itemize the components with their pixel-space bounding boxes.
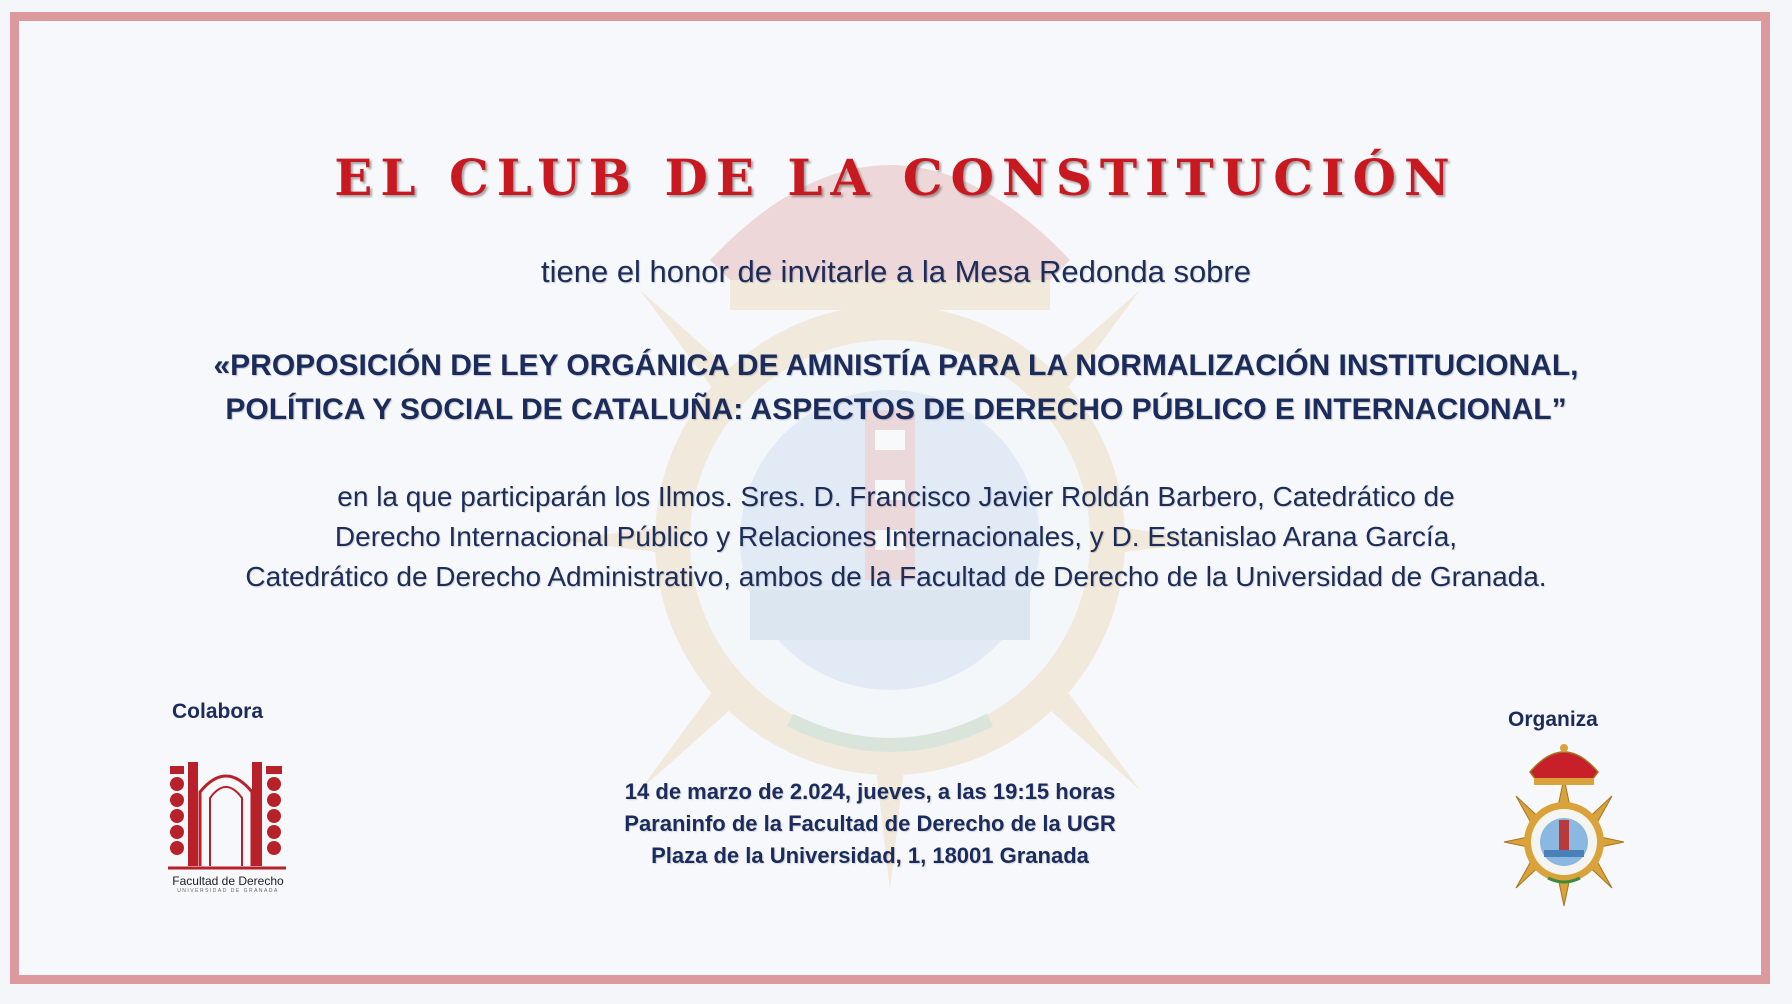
club-title: EL CLUB DE LA CONSTITUCIÓN	[334, 148, 1458, 207]
university-name: UNIVERSIDAD DE GRANADA	[177, 888, 279, 894]
event-address: Plaza de la Universidad, 1, 18001 Granada	[651, 843, 1089, 868]
facultad-derecho-caption	[166, 875, 290, 894]
event-venue: Paraninfo de la Facultad de Derecho de la UGR	[624, 811, 1116, 836]
event-details	[470, 776, 1270, 872]
participants-line: Derecho Internacional Público y Relaciones Internacionales, y D. Estanislao Arana García,	[334, 521, 1458, 552]
organiza-label: Organiza	[1508, 708, 1598, 731]
club-constitucion-badge	[1500, 738, 1628, 908]
invitation-intro: tiene el honor de invitarle a la Mesa Redonda sobre	[540, 254, 1251, 289]
colabora-label: Colabora	[172, 700, 264, 723]
event-date-time: 14 de marzo de 2.024, jueves, a las 19:15 horas	[624, 779, 1116, 804]
subject-line: «PROPOSICIÓN DE LEY ORGÁNICA DE AMNISTÍA PARA LA NORMALIZACIÓN INSTITUCIONAL,	[213, 349, 1579, 382]
participants-line: Catedrático de Derecho Administrativo, ambos de la Facultad de Derecho de la Universidad de Granada.	[245, 561, 1547, 592]
subject-line: POLÍTICA Y SOCIAL DE CATALUÑA: ASPECTOS DE DERECHO PÚBLICO E INTERNACIONAL”	[225, 393, 1567, 426]
facultad-name: Facultad de Derecho	[172, 874, 284, 888]
round-table-subject	[96, 344, 1696, 432]
participants-line: en la que participarán los Ilmos. Sres. D. Francisco Javier Roldán Barbero, Catedrático de	[337, 481, 1455, 512]
participants-text	[96, 477, 1696, 597]
